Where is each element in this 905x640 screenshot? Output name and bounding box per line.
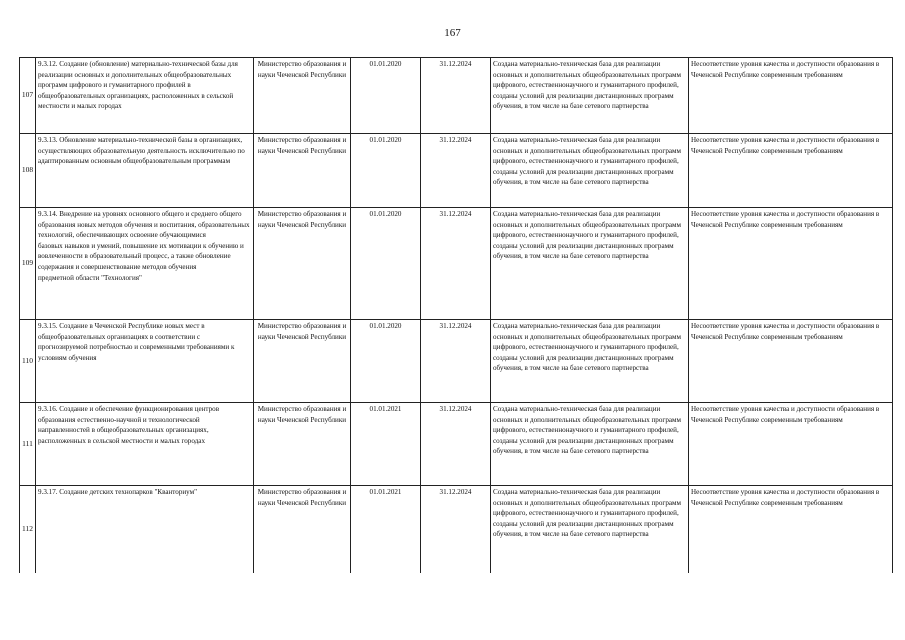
- ministry-cell: Министерство образования и науки Чеченской Республики: [254, 134, 351, 208]
- result-cell: Создана материально-техническая база для реализации основных и дополнительных общеобразовательных программ цифрового, естественнонаучного и гуманитарного профилей, созданы условий для реализации дистанционных программ обучения, в том числе на базе сетевого партнерства: [491, 486, 689, 573]
- start-date-cell: 01.01.2021: [351, 486, 421, 573]
- row-number: 108: [20, 134, 36, 208]
- problem-cell: Несоответствие уровня качества и доступности образования в Чеченской Республике современным требованиям: [689, 403, 893, 486]
- table-row: [20, 208, 893, 320]
- row-number: 110: [20, 320, 36, 403]
- measure-cell: 9.3.15. Создание в Чеченской Республике новых мест в общеобразовательных организациях в соответствии с прогнозируемой потребностью и современными требованиями к условиям обучения: [36, 320, 254, 403]
- ministry-cell: Министерство образования и науки Чеченской Республики: [254, 403, 351, 486]
- problem-cell: Несоответствие уровня качества и доступности образования в Чеченской Республике современным требованиям: [689, 486, 893, 573]
- ministry-cell: Министерство образования и науки Чеченской Республики: [254, 486, 351, 573]
- result-cell: Создана материально-техническая база для реализации основных и дополнительных общеобразовательных программ цифрового, естественнонаучного и гуманитарного профилей, созданы условий для реализации дистанционных программ обучения, в том числе на базе сетевого партнерства: [491, 58, 689, 134]
- measure-cell: 9.3.12. Создание (обновление) материально-технической базы для реализации основных и дополнительных общеобразовательных программ цифрового и гуманитарного профилей в общеобразовательных организациях, расположенных в сельской местности и малых городах: [36, 58, 254, 134]
- table-row: [20, 486, 893, 573]
- page-number: 167: [444, 27, 461, 39]
- start-date-cell: 01.01.2020: [351, 58, 421, 134]
- problem-cell: Несоответствие уровня качества и доступности образования в Чеченской Республике современным требованиям: [689, 320, 893, 403]
- row-number: 112: [20, 486, 36, 573]
- problem-cell: Несоответствие уровня качества и доступности образования в Чеченской Республике современным требованиям: [689, 58, 893, 134]
- ministry-cell: Министерство образования и науки Чеченской Республики: [254, 58, 351, 134]
- end-date-cell: 31.12.2024: [421, 58, 491, 134]
- end-date-cell: 31.12.2024: [421, 486, 491, 573]
- measure-cell: 9.3.17. Создание детских технопарков "Кванториум": [36, 486, 254, 573]
- problem-cell: Несоответствие уровня качества и доступности образования в Чеченской Республике современным требованиям: [689, 208, 893, 320]
- result-cell: Создана материально-техническая база для реализации основных и дополнительных общеобразовательных программ цифрового, естественнонаучного и гуманитарного профилей, созданы условий для реализации дистанционных программ обучения, в том числе на базе сетевого партнерства: [491, 134, 689, 208]
- start-date-cell: 01.01.2020: [351, 320, 421, 403]
- problem-cell: Несоответствие уровня качества и доступности образования в Чеченской Республике современным требованиям: [689, 134, 893, 208]
- end-date-cell: 31.12.2024: [421, 403, 491, 486]
- start-date-cell: 01.01.2021: [351, 403, 421, 486]
- result-cell: Создана материально-техническая база для реализации основных и дополнительных общеобразовательных программ цифрового, естественнонаучного и гуманитарного профилей, созданы условий для реализации дистанционных программ обучения, в том числе на базе сетевого партнерства: [491, 208, 689, 320]
- table-row: [20, 320, 893, 403]
- result-cell: Создана материально-техническая база для реализации основных и дополнительных общеобразовательных программ цифрового, естественнонаучного и гуманитарного профилей, созданы условий для реализации дистанционных программ обучения, в том числе на базе сетевого партнерства: [491, 320, 689, 403]
- row-number: 109: [20, 208, 36, 320]
- table-row: [20, 58, 893, 134]
- end-date-cell: 31.12.2024: [421, 320, 491, 403]
- end-date-cell: 31.12.2024: [421, 208, 491, 320]
- measure-cell: 9.3.13. Обновление материально-технической базы в организациях, осуществляющих образовательную деятельность исключительно по адаптированным основным общеобразовательным программам: [36, 134, 254, 208]
- table-row: [20, 134, 893, 208]
- end-date-cell: 31.12.2024: [421, 134, 491, 208]
- row-number: 107: [20, 58, 36, 134]
- ministry-cell: Министерство образования и науки Чеченской Республики: [254, 208, 351, 320]
- start-date-cell: 01.01.2020: [351, 208, 421, 320]
- table-row: [20, 403, 893, 486]
- measures-table: [19, 57, 893, 573]
- result-cell: Создана материально-техническая база для реализации основных и дополнительных общеобразовательных программ цифрового, естественнонаучного и гуманитарного профилей, созданы условий для реализации дистанционных программ обучения, в том числе на базе сетевого партнерства: [491, 403, 689, 486]
- measure-cell: 9.3.16. Создание и обеспечение функционирования центров образования естественно-научной и технологической направленностей в общеобразовательных организациях, расположенных в сельской местности и малых городах: [36, 403, 254, 486]
- ministry-cell: Министерство образования и науки Чеченской Республики: [254, 320, 351, 403]
- measure-cell: 9.3.14. Внедрение на уровнях основного общего и среднего общего образования новых методов обучения и воспитания, образовательных технологий, обеспечивающих освоение обучающимися базовых навыков и умений, повышение их мотивации к обучению и вовлеченности в образовательный процесс, а также обновление содержания и совершенствование методов обучения предметной области "Технология": [36, 208, 254, 320]
- row-number: 111: [20, 403, 36, 486]
- start-date-cell: 01.01.2020: [351, 134, 421, 208]
